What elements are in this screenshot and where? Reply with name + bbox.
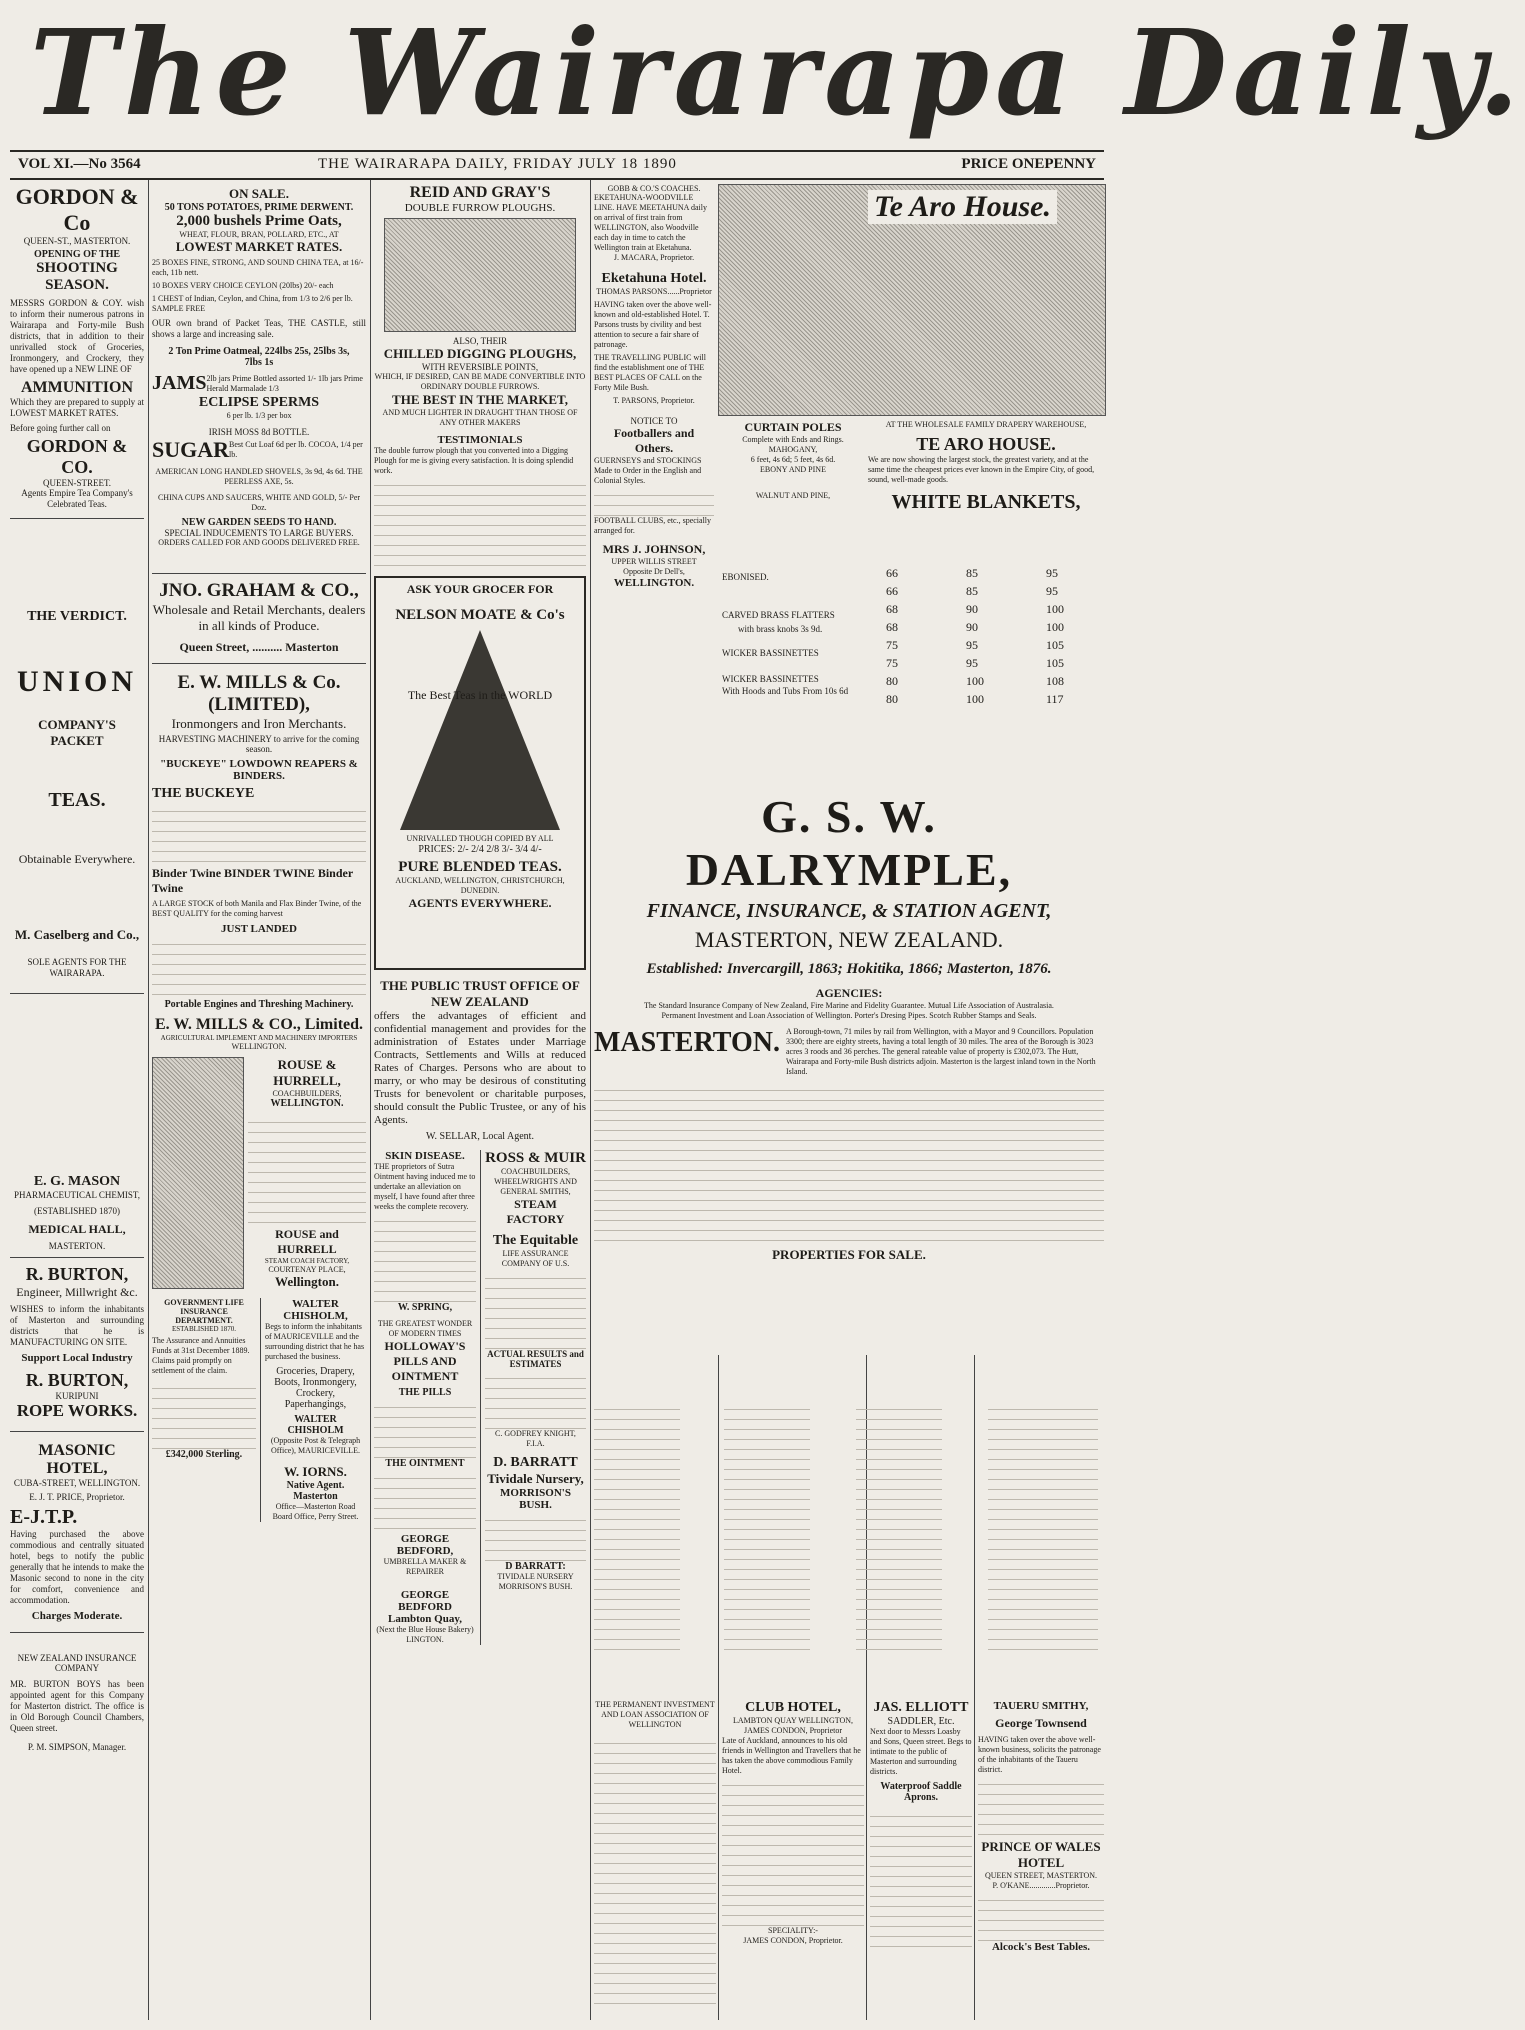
macara-proprietor: J. MACARA, Proprietor.	[613, 253, 695, 262]
boxes-text: 25 BOXES FINE, STRONG, AND SOUND CHINA TEA, at 16/- each, 11b nett.	[152, 258, 364, 277]
nelson-moate-title: NELSON MOATE & Co's	[395, 607, 565, 623]
garden-seeds: NEW GARDEN SEEDS TO HAND.	[181, 517, 337, 528]
notice-to: NOTICE TO	[630, 416, 678, 426]
queen-street: QUEEN-STREET.	[42, 478, 112, 488]
wicker-1: WICKER BASSINETTES	[722, 648, 819, 658]
burton-title: R. BURTON,	[25, 1264, 129, 1284]
equitable-subtitle: LIFE ASSURANCE COMPANY OF U.S.	[501, 1249, 570, 1268]
morrison-title-2: MORRISON'S BUSH.	[498, 1582, 573, 1591]
gobb-body: EKETAHUNA-WOODVILLE LINE. HAVE MEETAHUNA daily on arrival of first train from WELLINGTON, also Woodville each day in time to catch the Wellington train at Eketahuna.	[594, 193, 707, 252]
reid-gray-title: REID AND GRAY'S	[409, 184, 551, 201]
permanent-title: THE PERMANENT INVESTMENT AND LOAN ASSOCIATION OF WELLINGTON	[595, 1700, 715, 1729]
parsons-proprietor: THOMAS PARSONS......Proprietor	[596, 287, 712, 296]
sugar-body: Best Cut Loaf 6d per lb. COCOA, 1/4 per lb.	[229, 440, 363, 459]
ross-subtitle: COACHBUILDERS, WHEELWRIGHTS AND GENERAL SMITHS,	[494, 1167, 577, 1196]
graham-title: JNO. GRAHAM & CO.,	[159, 580, 359, 601]
size-value: 100	[1046, 602, 1064, 616]
eclipse-body: 6 per lb. 1/3 per box	[226, 411, 292, 420]
size-value: 75	[886, 656, 898, 670]
oatmeal-text: 2 Ton Prime Oatmeal, 224lbs 25s, 25lbs 3s,	[168, 346, 350, 357]
size-value: 80	[886, 674, 898, 688]
masterton-text	[594, 1081, 1104, 1241]
ammunition-body: Which they are prepared to supply at LOWEST MARKET RATES.	[10, 397, 144, 418]
curtain-rates: 6 feet, 4s 6d; 5 feet, 4s 6d.	[750, 455, 836, 464]
medical-hall: MEDICAL HALL,	[28, 1222, 126, 1236]
ammunition-title: AMMUNITION	[21, 379, 133, 396]
equitable-title: The Equitable	[492, 1233, 579, 1248]
lambton-quay: Lambton Quay,	[388, 1613, 462, 1625]
established-text: (ESTABLISHED 1870)	[33, 1206, 121, 1216]
ejtp-title: E-J.T.P.	[10, 1506, 78, 1528]
ebonised-label: EBONISED.	[722, 572, 769, 582]
taueru-title: TAUERU SMITHY,	[993, 1700, 1089, 1712]
saddler-text: SADDLER, Etc.	[887, 1716, 955, 1727]
permanent-section	[594, 1700, 716, 2020]
irish-moss: IRISH MOSS 8d BOTTLE.	[208, 427, 310, 437]
buckeye-text: "BUCKEYE" LOWDOWN REAPERS & BINDERS.	[160, 758, 358, 782]
eketahuna-body: HAVING taken over the above well-known and old-established Hotel. T. Parsons trusts by civility and best attention to secure a fair share of patronage.	[594, 300, 712, 349]
govt-body: The Assurance and Annuities Funds at 31st December 1889. Claims paid promptly on settlement of the claim.	[152, 1336, 250, 1375]
johnson-title: MRS J. JOHNSON,	[602, 542, 706, 556]
opening-text: OPENING OF THE	[33, 249, 121, 260]
pills-title: THE PILLS	[398, 1387, 452, 1398]
simpson-manager: P. M. SIMPSON, Manager.	[27, 1742, 127, 1752]
tea-triangle	[400, 630, 560, 830]
property-column	[856, 1400, 942, 1650]
govt-cash: £342,000 Sterling.	[165, 1449, 243, 1460]
wholesale-text: Wholesale and Retail Merchants, dealers in all kinds of Produce.	[152, 602, 366, 633]
binder-body: A LARGE STOCK of both Manila and Flax Binder Twine, of the BEST QUALITY for the coming harvest	[152, 899, 362, 918]
holloway-title: HOLLOWAY'S PILLS AND OINTMENT	[384, 1339, 466, 1383]
size-value: 85	[966, 584, 978, 598]
tividale-title-2: TIVIDALE NURSERY	[497, 1572, 574, 1581]
ross-equitable-section	[481, 1150, 586, 1645]
taueru-section	[978, 1700, 1104, 2020]
header-line	[18, 156, 1096, 178]
rouse-body	[248, 1113, 366, 1223]
elliott-title: JAS. ELLIOTT	[873, 1700, 969, 1715]
agents-everywhere: AGENTS EVERYWHERE.	[408, 896, 552, 910]
nz-insurance-body: MR. BURTON BOYS has been appointed agent for this Company for Masterton district. The office is in Old Borough Council Chambers, Queen street.	[10, 1679, 144, 1733]
column-rule	[148, 180, 149, 2020]
divider	[152, 573, 366, 574]
kuripuni: KURIPUNI	[55, 1391, 99, 1401]
properties-title: PROPERTIES FOR SALE.	[772, 1247, 926, 1262]
plough-engraving	[384, 218, 576, 332]
travelling-body: THE TRAVELLING PUBLIC will find the establishment one of THE BEST PLACES OF CALL on the Forty Mile Bush.	[594, 353, 706, 392]
tons-text: 50 TONS POTATOES, PRIME DERWENT.	[164, 202, 354, 213]
speciality: SPECIALITY:-	[768, 1926, 818, 1935]
crockery-text: Crockery, Paperhangings,	[284, 1388, 347, 1410]
bedford-title-2: GEORGE BEDFORD	[398, 1589, 452, 1613]
volume-number: VOL XI.—No 3564	[18, 156, 141, 172]
onsale-title: ON SALE.	[229, 186, 289, 201]
obtainable-text: Obtainable Everywhere.	[18, 852, 136, 866]
unrivalled-text: UNRIVALLED THOUGH COPIED BY ALL	[406, 834, 554, 843]
size-value: 95	[966, 656, 978, 670]
carved-brass: CARVED BRASS FLATTERS	[722, 610, 835, 620]
size-column-1	[886, 564, 898, 708]
club-hotel-section	[722, 1700, 864, 2020]
club-hotel-title: CLUB HOTEL,	[745, 1700, 841, 1715]
burton-title-2: R. BURTON,	[25, 1370, 129, 1390]
nursery-text	[485, 1511, 586, 1561]
prince-address: QUEEN STREET, MASTERTON.	[984, 1871, 1098, 1880]
engineer-text: Engineer, Millwright &c.	[16, 1285, 138, 1299]
chisholm-title: WALTER CHISHOLM,	[283, 1298, 348, 1322]
pharm-title: PHARMACEUTICAL CHEMIST,	[13, 1190, 140, 1200]
support-text: Support Local Industry	[21, 1352, 133, 1364]
iorns-title: W. IORNS.	[284, 1464, 347, 1479]
carriage-engraving	[152, 1057, 244, 1289]
trust-title: THE PUBLIC TRUST OFFICE OF NEW ZEALAND	[380, 978, 580, 1009]
iorns-office: Office—Masterton Road Board Office, Perry Street.	[272, 1502, 359, 1521]
ointment-text	[374, 1469, 476, 1529]
ross-muir-title: ROSS & MUIR	[485, 1150, 586, 1166]
masthead: The Wairarapa Daily.	[30, 3, 1525, 142]
wicker-2: WICKER BASSINETTES	[722, 674, 819, 684]
pills-text	[374, 1398, 476, 1458]
lighter-text: AND MUCH LIGHTER IN DRAUGHT THAN THOSE OF ANY OTHER MAKERS	[382, 408, 578, 427]
header-rule-top	[10, 150, 1104, 152]
size-value: 68	[886, 620, 898, 634]
condon-text	[722, 1776, 864, 1926]
lambton-note: (Next the Blue House Bakery) LINGTON.	[376, 1625, 474, 1644]
walnut-pine: WALNUT AND PINE,	[755, 491, 831, 500]
nz-insurance-title: NEW ZEALAND INSURANCE COMPANY	[17, 1653, 137, 1673]
size-value: 66	[886, 584, 898, 598]
skin-text	[374, 1212, 476, 1302]
chest-text: 1 CHEST of Indian, Ceylon, and China, from 1/3 to 2/6 per lb. SAMPLE FREE	[152, 294, 353, 313]
property-column	[724, 1400, 810, 1650]
masonic-proprietor: E. J. T. PRICE, Proprietor.	[29, 1492, 125, 1502]
ask-grocer: ASK YOUR GROCER FOR	[406, 582, 554, 596]
elliott-body: Next door to Messrs Loasby and Sons, Queen street. Begs to intimate to the public of Masterton and surrounding districts.	[870, 1727, 972, 1776]
gordon-title: GORDON & Co	[15, 184, 139, 235]
dalrymple-location: MASTERTON, NEW ZEALAND.	[694, 927, 1004, 952]
rouse-section	[152, 1057, 366, 1290]
elliott-section	[870, 1700, 972, 2020]
eketahuna-title: Eketahuna Hotel.	[601, 271, 707, 286]
white-blankets: WHITE BLANKETS,	[891, 491, 1081, 513]
also-text: ALSO, THEIR	[452, 336, 508, 346]
wholesale-warehouse: AT THE WHOLESALE FAMILY DRAPERY WAREHOUSE,	[885, 420, 1087, 429]
results-text	[485, 1369, 586, 1429]
umbrella-text: UMBRELLA MAKER & REPAIRER	[383, 1557, 467, 1576]
size-value: 117	[1046, 692, 1064, 706]
divider	[10, 1431, 144, 1432]
size-value: 105	[1046, 656, 1064, 670]
barratt-title: D. BARRATT	[493, 1455, 578, 1470]
condon-body: Late of Auckland, announces to his old friends in Wellington and Travellers that he has taken the above commodious Family Hotel.	[722, 1736, 861, 1775]
actual-results: ACTUAL RESULTS and ESTIMATES	[487, 1349, 584, 1369]
ointment-title: THE OINTMENT	[385, 1458, 465, 1469]
agri-wellington: WELLINGTON.	[231, 1042, 287, 1051]
nelson-moate-ad	[374, 576, 586, 970]
size-value: 108	[1046, 674, 1064, 688]
jams-title: JAMS	[152, 372, 207, 394]
best-market: THE BEST IN THE MARKET,	[392, 392, 568, 407]
govt-text	[152, 1379, 256, 1449]
parsons-proprietor-2: T. PARSONS, Proprietor.	[613, 396, 695, 405]
column-4	[594, 184, 714, 754]
alcock-tables: Alcock's Best Tables.	[991, 1941, 1091, 1953]
wicker-3: With Hoods and Tubs From 10s 6d	[722, 686, 849, 696]
buckeye-title: THE BUCKEYE	[152, 786, 255, 801]
masterton-body: A Borough-town, 71 miles by rail from Wellington, with a Mayor and 9 Councillors. Population 3300; there are eighty streets, having a total length of 30 miles. The area of the Borough is 3023 acres 3 roods and 36 perches. The general rateable value of property is £302,073. The Hutt, Wairarapa and Forty-mile Bush districts adjoin. Masterton is the largest inland town in the North Island.	[785, 1027, 1096, 1076]
te-aro-section	[718, 184, 1104, 754]
american-shovels: AMERICAN LONG HANDLED SHOVELS, 3s 9d, 4s 6d. THE PEERLESS AXE, 5s.	[155, 467, 363, 486]
dalrymple-name: G. S. W. DALRYMPLE,	[685, 791, 1013, 895]
mills-title-2: E. W. MILLS & CO., Limited.	[154, 1016, 364, 1033]
townsend-name: George Townsend	[995, 1716, 1087, 1730]
jerseys-text: GUERNSEYS and STOCKINGS Made to Order in the English and Colonial Styles.	[594, 456, 702, 485]
testimonials-text	[374, 476, 586, 570]
divider	[152, 663, 366, 664]
size-value: 66	[886, 566, 898, 580]
plough-subtitle: DOUBLE FURROW PLOUGHS.	[404, 202, 556, 214]
steam-factory: STEAM FACTORY	[506, 1197, 565, 1226]
shooting-season: SHOOTING SEASON.	[36, 260, 118, 293]
reversible-text: WITH REVERSIBLE POINTS,	[421, 362, 539, 372]
packet-title: COMPANY'S PACKET	[38, 717, 116, 748]
boxes-text-2: 10 BOXES VERY CHOICE CEYLON (20lbs) 20/- each	[152, 281, 334, 290]
bottom-col2	[152, 1298, 366, 1522]
buckeye-list	[152, 802, 366, 862]
curtain-complete: Complete with Ends and Rings.	[742, 435, 844, 444]
knight-signature: C. GODFREY KNIGHT, F.I.A.	[495, 1429, 576, 1448]
te-aro-title: Te Aro House.	[868, 190, 1057, 224]
govt-title: GOVERNMENT LIFE INSURANCE DEPARTMENT.	[164, 1298, 244, 1325]
property-column	[988, 1400, 1098, 1650]
condon-proprietor: JAMES CONDON, Proprietor	[744, 1726, 842, 1735]
size-value: 95	[1046, 584, 1058, 598]
best-teas: The Best Teas in the WORLD	[407, 688, 553, 702]
size-value: 100	[966, 692, 984, 706]
sugar-row	[152, 437, 366, 463]
tividale-title: Tividale Nursery,	[487, 1471, 584, 1486]
gobb-title: GOBB & CO.'S COACHES.	[607, 184, 701, 193]
masterton-text: MASTERTON.	[48, 1241, 106, 1251]
mahogany: MAHOGANY,	[768, 445, 818, 454]
dalrymple-finance: FINANCE, INSURANCE, & STATION AGENT,	[646, 900, 1052, 922]
permanent-text	[594, 1734, 716, 2004]
dalrymple-established: Established: Invercargill, 1863; Hokitika, 1866; Masterton, 1876.	[646, 961, 1052, 977]
bedford-title: GEORGE BEDFORD,	[396, 1533, 454, 1557]
govt-section	[152, 1298, 261, 1522]
waterproof-aprons: Waterproof Saddle Aprons.	[880, 1781, 962, 1803]
masterton-heading: MASTERTON.	[594, 1027, 780, 1058]
divider	[10, 1257, 144, 1258]
agents-text: Agents Empire Tea Company's Celebrated Teas.	[21, 488, 133, 509]
lowest-rates: LOWEST MARKET RATES.	[175, 239, 343, 254]
bushels-text: 2,000 bushels Prime Oats,	[176, 213, 342, 229]
masonic-title: MASONIC HOTEL,	[38, 1442, 116, 1477]
curtain-title: CURTAIN POLES	[744, 420, 842, 434]
orders-text: ORDERS CALLED FOR AND GOODS DELIVERED FREE.	[158, 538, 360, 547]
wheat-text: WHEAT, FLOUR, BRAN, POLLARD, ETC., AT	[179, 230, 339, 239]
barratt-title-2: D BARRATT:	[505, 1561, 566, 1572]
caselberg-title: M. Caselberg and Co.,	[14, 927, 140, 942]
agencies-title: AGENCIES:	[815, 986, 883, 1000]
dalrymple-section	[594, 790, 1104, 1355]
size-value: 90	[966, 602, 978, 616]
skin-holloway-section	[374, 1150, 481, 1645]
willis-street: UPPER WILLIS STREET	[611, 557, 697, 566]
rouse-text	[244, 1057, 366, 1290]
elliott-text	[870, 1807, 972, 1947]
rouse-wellington-2: Wellington.	[275, 1274, 339, 1289]
masterton-block	[594, 1027, 1104, 1077]
rope-works: ROPE WORKS.	[16, 1401, 138, 1420]
rouse-wellington: WELLINGTON.	[270, 1098, 344, 1109]
govt-established: ESTABLISHED 1870.	[172, 1325, 236, 1333]
prince-title: PRINCE OF WALES HOTEL	[981, 1839, 1101, 1870]
skin-title: SKIN DISEASE.	[385, 1150, 465, 1162]
divider	[10, 993, 144, 994]
testimonials-body: The double furrow plough that you converted into a Digging Plough for me is giving every satisfaction. It is doing splendid work.	[374, 446, 574, 475]
gordon-address: QUEEN-ST., MASTERTON.	[23, 236, 131, 246]
prince-text	[978, 1891, 1104, 1941]
header-rule-bottom	[10, 178, 1104, 180]
coachbuilders: COACHBUILDERS,	[272, 1089, 342, 1098]
gordon-body: MESSRS GORDON & COY. wish to inform their numerous patrons in Wairarapa and Forty-mile Bush districts, that in addition to their unrivalled stock of Groceries, Ironmongery, and Crockery, they have opened up a NEW LINE OF	[10, 298, 144, 374]
agencies-body: The Standard Insurance Company of New Zealand, Fire Marine and Fidelity Guarantee. Mutual Life Association of Australasia. Permanent Investment and Loan Association of Wellington. Porter's Dresing Pipes. Scotch Rubber Stamps and Seals.	[644, 1001, 1054, 1020]
club-text: FOOTBALL CLUBS, etc., specially arranged for.	[594, 516, 712, 535]
size-value: 95	[1046, 566, 1058, 580]
mills-title: E. W. MILLS & Co. (LIMITED),	[177, 672, 341, 715]
charges-text: Charges Moderate.	[31, 1610, 123, 1622]
trust-body: offers the advantages of efficient and confidential management and provides for the administration of Estates under Marriage Contracts, Settlements and Wills at reduced Rates of Charges. Persons who are about to marry, or who may be desirous of constituting Trusts for benevolent or charitable purposes, should consult the Public Trustee, or any of his Agents.	[374, 1010, 586, 1126]
paper-date: THE WAIRARAPA DAILY, FRIDAY JULY 18 1890	[318, 156, 677, 172]
before-text: Before going further call on	[10, 423, 111, 433]
burton-body: WISHES to inform the inhabitants of Masterton and surrounding districts that he is MANUFACTURING ON SITE.	[10, 1304, 144, 1347]
ebony-pine: EBONY AND PINE	[760, 465, 826, 474]
skin-body: THE proprietors of Sutra Ointment having induced me to undertake an alleviation on myself, I have found after three weeks the complete recovery.	[374, 1162, 476, 1211]
equitable-text	[485, 1269, 586, 1349]
divider	[10, 1632, 144, 1633]
size-column-2	[966, 564, 984, 708]
properties-table	[594, 1380, 1104, 1650]
size-value: 80	[886, 692, 898, 706]
wonder-text: THE GREATEST WONDER OF MODERN TIMES	[377, 1319, 473, 1338]
football-text	[594, 486, 714, 516]
column-rule	[370, 180, 371, 2020]
agri-importers: AGRICULTURAL IMPLEMENT AND MACHINERY IMPORTERS	[160, 1034, 358, 1042]
warehouse-text	[868, 420, 1104, 514]
column-3	[374, 184, 586, 2020]
chisholm-section	[261, 1298, 366, 1522]
te-aro-title-2: TE ARO HOUSE.	[916, 434, 1056, 454]
ejtp-body: Having purchased the above commodious and centrally situated hotel, begs to notify the public generally that he intends to make the Masonic second to none in the city for comfort, convenience and accommodation.	[10, 1529, 144, 1605]
taueru-text	[978, 1775, 1104, 1835]
groceries-text: Groceries, Drapery, Boots, Ironmongery,	[274, 1366, 357, 1388]
jams-row	[152, 372, 366, 395]
price-label: PRICE ONEPENNY	[961, 156, 1096, 172]
cities-text: AUCKLAND, WELLINGTON, CHRISTCHURCH, DUNEDIN.	[395, 876, 565, 895]
column-1	[10, 184, 144, 2020]
property-column	[594, 1400, 680, 1650]
sugar-title: SUGAR	[152, 437, 230, 462]
chisholm-address: (Opposite Post & Telegraph Office), MAURICEVILLE.	[270, 1436, 361, 1455]
union-title: UNION	[16, 665, 137, 698]
size-value: 100	[1046, 620, 1064, 634]
native-agent: Native Agent. Masterton	[286, 1480, 345, 1502]
testimonials-title: TESTIMONIALS	[437, 434, 523, 446]
harvest-text: HARVESTING MACHINERY to arrive for the coming season.	[158, 734, 360, 754]
landed-list	[152, 935, 366, 995]
chilled-title: CHILLED DIGGING PLOUGHS,	[383, 346, 577, 361]
opposite-dell: Opposite Dr Dell's,	[623, 567, 685, 576]
footballers-title: Footballers and Others.	[613, 426, 695, 455]
size-value: 68	[886, 602, 898, 616]
rouse-title-2: ROUSE and HURRELL	[275, 1227, 339, 1256]
morrison-title: MORRISON'S BUSH.	[500, 1487, 571, 1511]
gordon-title-2: GORDON & CO.	[26, 436, 128, 477]
binder-twine: Binder Twine BINDER TWINE Binder Twine	[152, 866, 353, 895]
queen-street-masterton: Queen Street, .......... Masterton	[179, 640, 339, 654]
special-text: SPECIAL INDUCEMENTS TO LARGE BUYERS.	[164, 528, 354, 538]
brass-knobs: with brass knobs 3s 9d.	[738, 624, 823, 634]
taueru-body: HAVING taken over the above well-known business, solicits the patronage of the inhabitants of the Taueru district.	[978, 1735, 1101, 1774]
sellar-agent: W. SELLAR, Local Agent.	[426, 1131, 534, 1142]
size-value: 105	[1046, 638, 1064, 652]
teas-title: TEAS.	[48, 789, 106, 811]
chisholm-title-2: WALTER CHISHOLM	[287, 1414, 344, 1436]
courtenay-place: COURTENAY PLACE,	[268, 1265, 346, 1274]
size-column-3	[1046, 564, 1064, 708]
spring-title: W. SPRING,	[397, 1302, 453, 1313]
size-value: 85	[966, 566, 978, 580]
size-value: 90	[966, 620, 978, 634]
club-lambton: LAMBTON QUAY WELLINGTON,	[732, 1716, 854, 1725]
our-packet-text: OUR own brand of Packet Teas, THE CASTLE, still shows a large and increasing sale.	[152, 318, 366, 339]
johnson-wellington: WELLINGTON.	[613, 577, 695, 589]
seven-lbs: 7lbs 1s	[244, 357, 274, 368]
sole-agents: SOLE AGENTS FOR THE WAIRARAPA.	[27, 957, 127, 978]
condon-proprietor-2: JAMES CONDON, Proprietor.	[743, 1936, 843, 1945]
size-value: 100	[966, 674, 984, 688]
steam-coach: STEAM COACH FACTORY,	[264, 1257, 350, 1265]
prince-proprietor: P. O'KANE.............Proprietor.	[992, 1881, 1090, 1890]
rouse-title: ROUSE & HURRELL,	[273, 1057, 341, 1088]
divider	[10, 518, 144, 519]
jams-body: 2lb jars Prime Bottled assorted 1/- 1lb jars Prime Herald Marmalade 1/3	[206, 373, 363, 393]
bottom-col3	[374, 1150, 586, 1645]
size-value: 95	[966, 638, 978, 652]
column-2	[152, 184, 366, 2020]
eclipse-title: ECLIPSE SPERMS	[198, 395, 320, 410]
chisholm-body: Begs to inform the inhabitants of MAURICEVILLE and the surrounding district that he has purchased the business.	[265, 1322, 365, 1361]
china-cups: CHINA CUPS AND SAUCERS, WHITE AND GOLD, 5/- Per Doz.	[157, 493, 361, 512]
which-text: WHICH, IF DESIRED, CAN BE MADE CONVERTIBLE INTO ORDINARY DOUBLE FURROWS.	[374, 372, 586, 391]
showing-text: We are now showing the largest stock, the greatest variety, and at the same time the cheapest prices ever known in the Empire City, of good, sound, well-made goods.	[868, 455, 1095, 484]
mason-title: E. G. MASON	[33, 1174, 121, 1189]
portable-engines: Portable Engines and Threshing Machinery.	[164, 999, 354, 1010]
column-rule	[590, 180, 591, 2020]
ironmongers-text: Ironmongers and Iron Merchants.	[171, 716, 347, 731]
curtain-poles	[718, 420, 868, 501]
pure-teas: PURE BLENDED TEAS.	[398, 859, 562, 875]
just-landed: JUST LANDED	[221, 923, 297, 935]
verdict-title: THE VERDICT.	[27, 609, 127, 624]
masonic-address: CUBA-STREET, WELLINGTON.	[13, 1478, 141, 1488]
prices-text: PRICES: 2/- 2/4 2/8 3/- 3/4 4/-	[418, 844, 542, 855]
size-value: 75	[886, 638, 898, 652]
